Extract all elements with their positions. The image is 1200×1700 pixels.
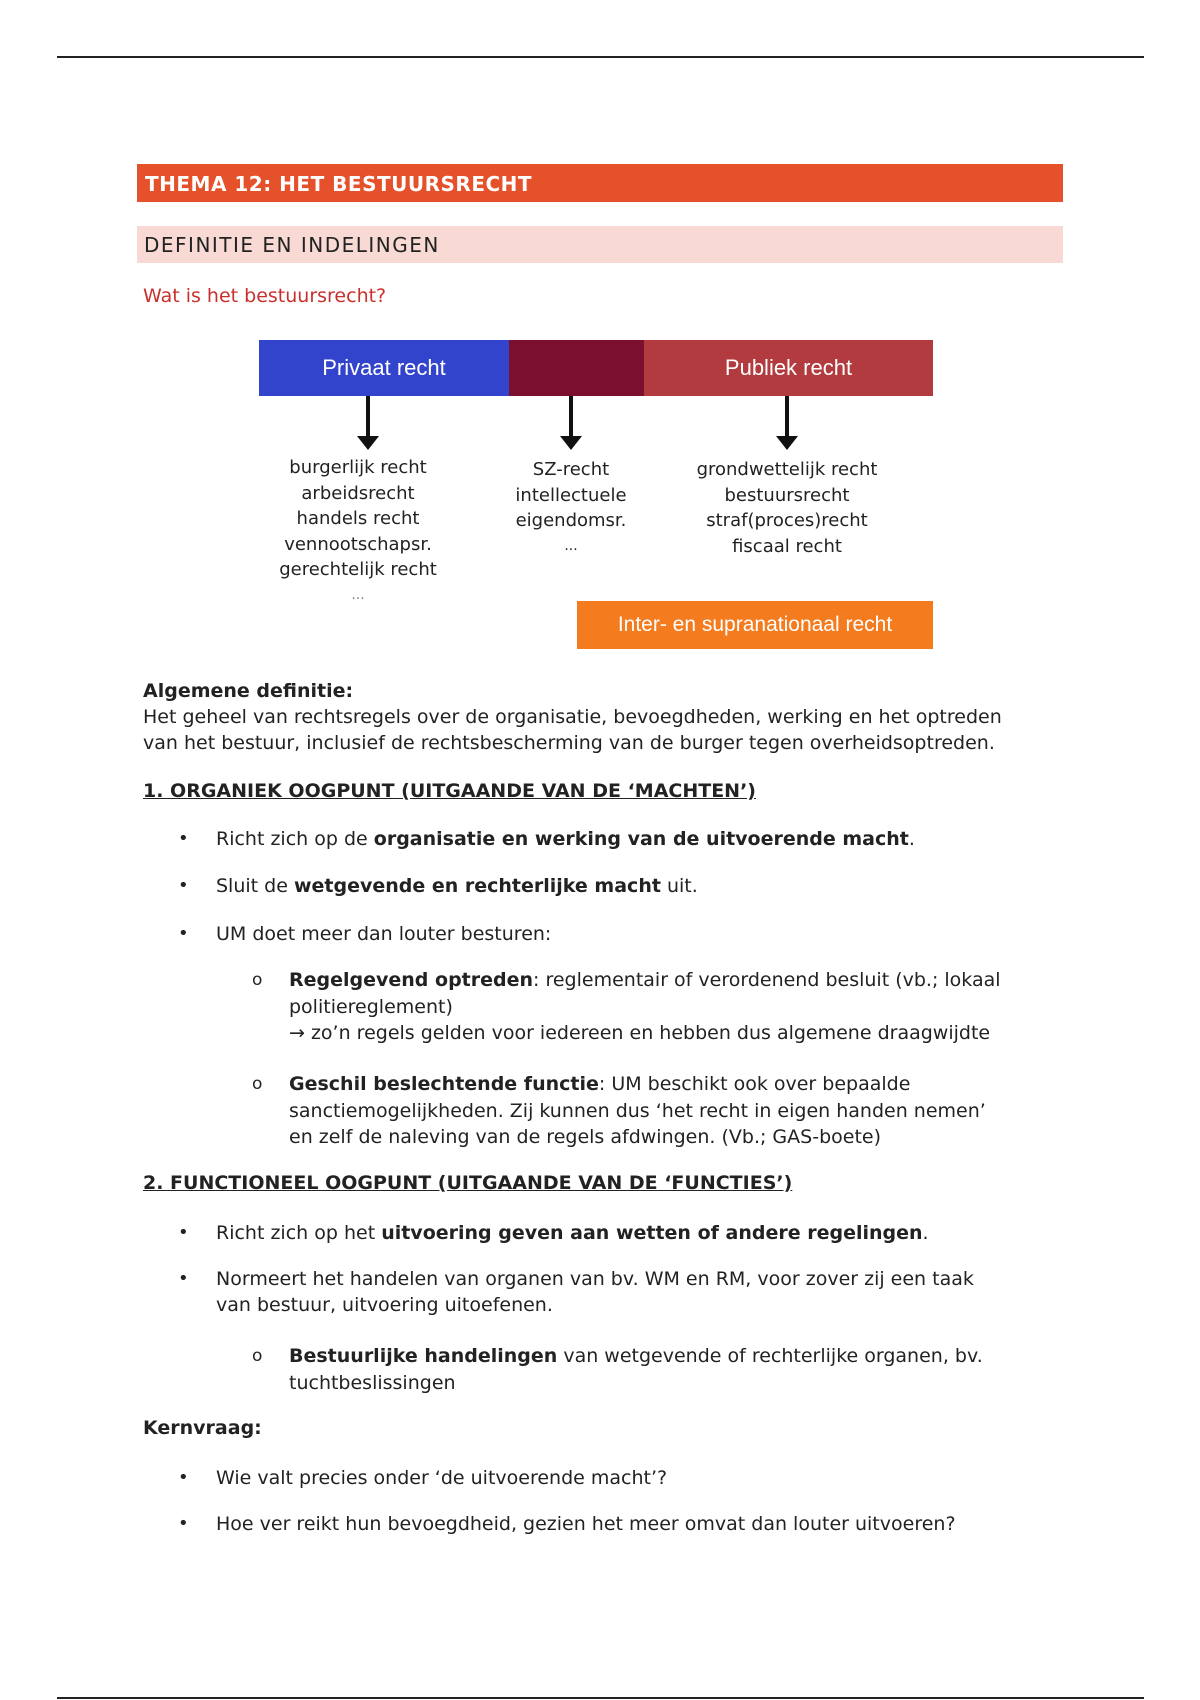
text: en zelf de naleving van de regels afdwingen. (Vb.; GAS-boete) [289, 1126, 881, 1148]
emphasis: organisatie en werking van de uitvoerende macht [373, 828, 909, 850]
bullet-icon: • [178, 1513, 189, 1534]
bullet-icon: • [178, 1467, 189, 1488]
text: Richt zich op het [216, 1222, 382, 1244]
bullet-icon: • [178, 828, 189, 849]
arrowhead-icon [560, 436, 582, 450]
list-item [216, 826, 915, 852]
list-item: Hoe ver reikt hun bevoegdheid, gezien het meer omvat dan louter uitvoeren? [216, 1513, 956, 1535]
international-law-label: Inter- en supranationaal recht [617, 613, 893, 636]
emphasis: Regelgevend optreden [289, 969, 534, 991]
bullet-icon: • [178, 1222, 189, 1243]
definition-line: van het bestuur, inclusief de rechtsbescherming van de burger tegen overheidsoptreden. [143, 732, 995, 754]
public-law-list [677, 457, 897, 559]
public-law-bar [644, 340, 933, 396]
list-item [216, 1266, 974, 1318]
core-question-title: Kernvraag: [143, 1417, 262, 1439]
sub-bullet-icon: o [252, 1074, 263, 1094]
bottom-rule [57, 1697, 1144, 1699]
text: Normeert het handelen van organen van bv. WM en RM, voor zover zij een taak [216, 1268, 974, 1290]
arrow-down-icon [785, 396, 789, 438]
private-law-label: Privaat recht [322, 355, 446, 380]
list-item: straf(proces)recht [706, 510, 868, 531]
sub-list-item [289, 1071, 986, 1151]
private-law-list [258, 455, 458, 608]
text: van bestuur, uitvoering uitoefenen. [216, 1294, 553, 1316]
sub-bullet-icon: o [252, 1346, 263, 1366]
list-item: gerechtelijk recht [279, 559, 437, 580]
emphasis: Bestuurlijke handelingen [289, 1345, 558, 1367]
section-banner [137, 226, 1063, 263]
top-rule [57, 56, 1144, 58]
list-item: ... [564, 537, 578, 554]
definition-title: Algemene definitie: [143, 680, 354, 702]
list-item [216, 1220, 929, 1246]
text: Richt zich op de [216, 828, 374, 850]
text: → zo’n regels gelden voor iedereen en hebben dus algemene draagwijdte [289, 1022, 991, 1044]
functional-heading: 2. FUNCTIONEEL OOGPUNT (UITGAANDE VAN DE ‘FUNCTIES’) [143, 1172, 793, 1194]
theme-banner [137, 164, 1063, 202]
list-item: eigendomsr. [515, 510, 627, 531]
section-title: DEFINITIE EN INDELINGEN [144, 233, 440, 257]
list-item: intellectuele [515, 484, 627, 506]
text: : UM beschikt ook over bepaalde [598, 1073, 911, 1095]
international-law-box [577, 601, 933, 649]
bullet-icon: • [178, 923, 189, 944]
sub-list-item [289, 967, 1001, 1047]
arrowhead-icon [357, 436, 379, 450]
text: Sluit de [216, 875, 294, 897]
sub-bullet-icon: o [252, 970, 263, 990]
arrowhead-icon [776, 436, 798, 450]
list-item: Wie valt precies onder ‘de uitvoerende macht’? [216, 1467, 668, 1489]
list-item: vennootschapsr. [284, 533, 432, 555]
list-item: burgerlijk recht [289, 457, 427, 478]
text: tuchtbeslissingen [289, 1371, 456, 1394]
bullet-icon: • [178, 1268, 189, 1289]
emphasis: wetgevende en rechterlijke macht [293, 875, 661, 897]
list-item: grondwettelijk recht [696, 459, 878, 480]
arrow-down-icon [366, 396, 370, 438]
emphasis: Geschil beslechtende functie [289, 1073, 599, 1095]
text: uit. [660, 875, 698, 897]
private-law-bar [259, 340, 509, 396]
question-heading: Wat is het bestuursrecht? [143, 285, 387, 307]
definition-line: Het geheel van rechtsregels over de organisatie, bevoegdheden, werking en het optreden [143, 706, 1002, 728]
emphasis: uitvoering geven aan wetten of andere regelingen [381, 1222, 923, 1244]
text: : reglementair of verordenend besluit (vb.; lokaal [533, 969, 1001, 991]
text: . [922, 1222, 929, 1244]
arrow-down-icon [569, 396, 573, 438]
list-item: fiscaal recht [732, 535, 842, 557]
theme-title: THEMA 12: HET BESTUURSRECHT [145, 172, 533, 196]
list-item: SZ-recht [532, 459, 610, 480]
text: van wetgevende of rechterlijke organen, bv. [557, 1345, 983, 1367]
list-item: handels recht [296, 508, 420, 529]
mixed-law-bar [509, 340, 644, 396]
text: . [908, 828, 915, 850]
public-law-label: Publiek recht [724, 355, 853, 380]
list-item [216, 873, 698, 899]
list-item: UM doet meer dan louter besturen: [216, 923, 552, 945]
list-item: ... [351, 586, 365, 603]
sub-list-item [289, 1343, 983, 1396]
list-item: bestuursrecht [724, 484, 850, 506]
list-item: arbeidsrecht [301, 482, 415, 504]
text: sanctiemogelijkheden. Zij kunnen dus ‘het recht in eigen handen nemen’ [289, 1099, 986, 1122]
organic-heading: 1. ORGANIEK OOGPUNT (UITGAANDE VAN DE ‘MACHTEN’) [143, 780, 756, 802]
mixed-law-list [491, 457, 651, 559]
bullet-icon: • [178, 875, 189, 896]
text: politiereglement) [289, 995, 453, 1018]
